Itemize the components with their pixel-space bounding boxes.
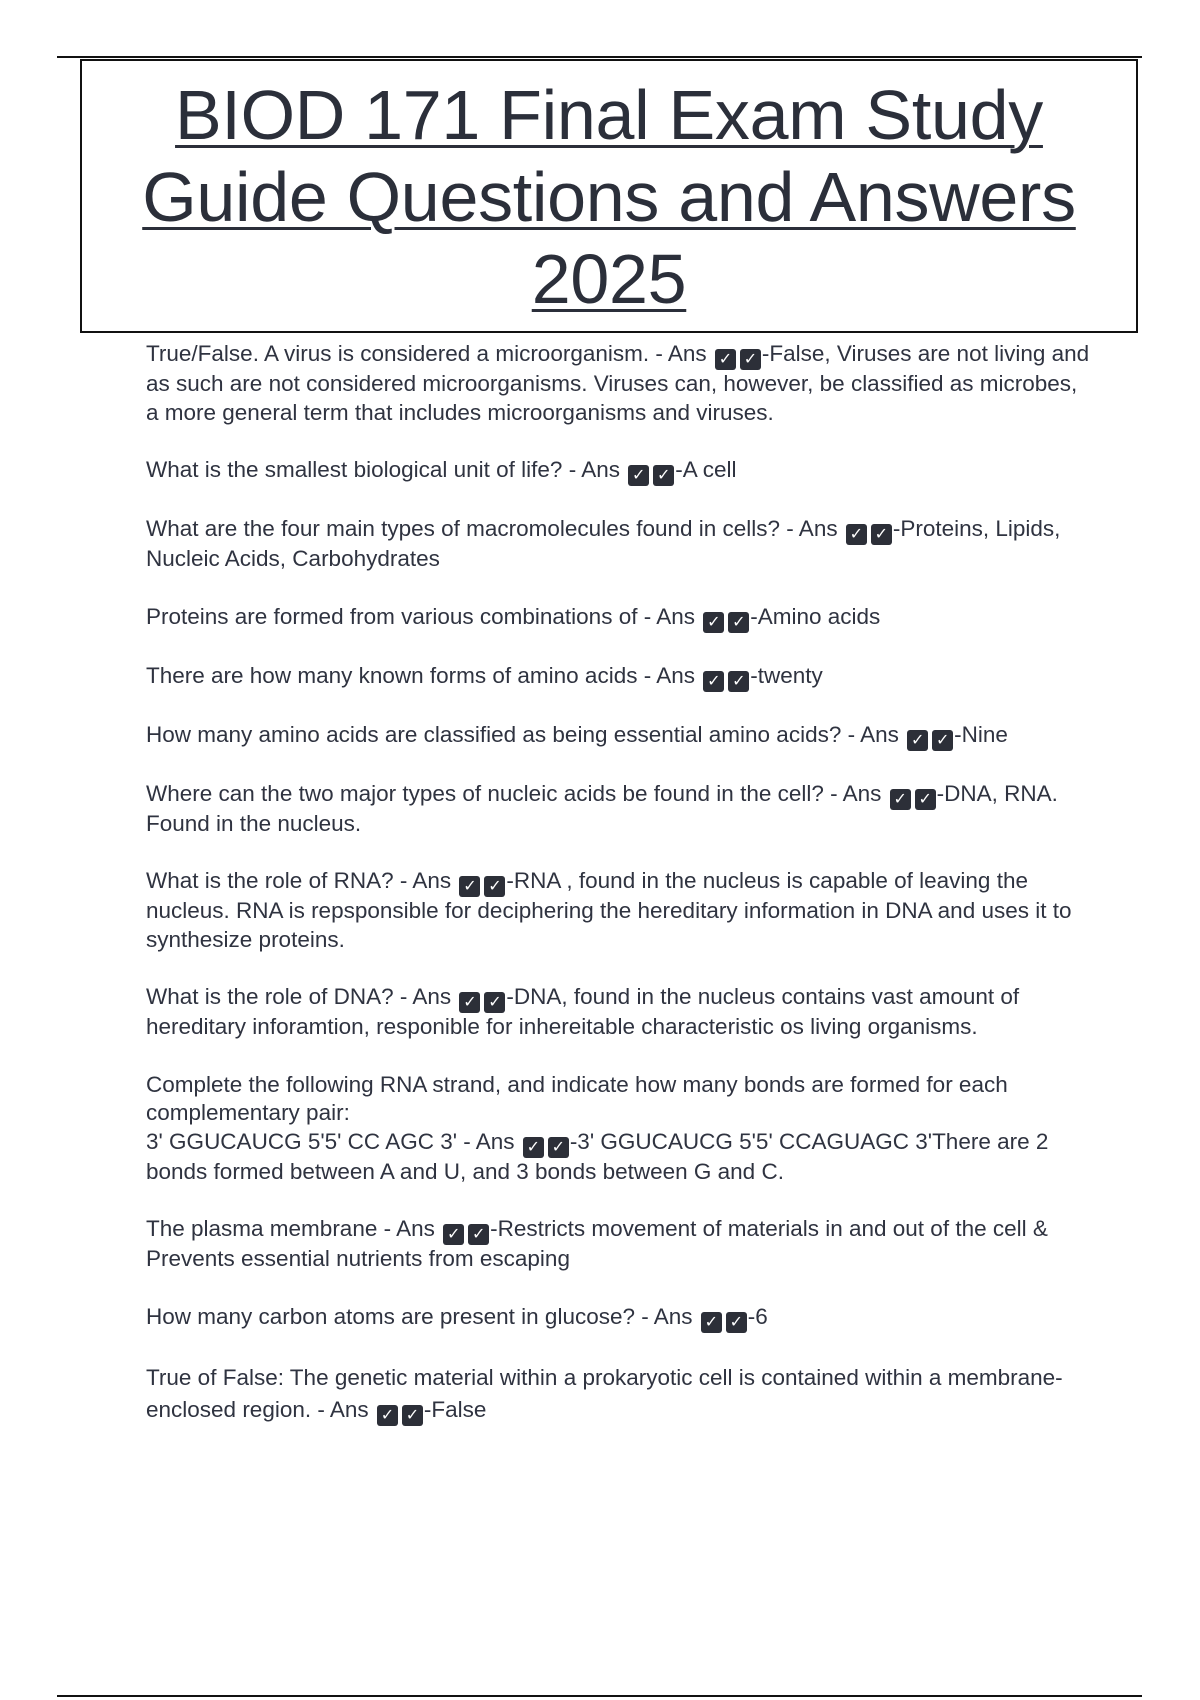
bottom-rule: [57, 1695, 1142, 1697]
answer-text: -RNA , found in the nucleus is capable of leaving the nucleus. RNA is repsponsible for deciphering the hereditary information in DNA and uses it to synthesize proteins.: [146, 868, 1072, 952]
top-rule: [57, 56, 1142, 58]
checkbox-checked-icon: ✓: [523, 1137, 544, 1158]
qa-item: [146, 780, 1096, 839]
question-text: How many amino acids are classified as being essential amino acids? - Ans: [146, 721, 899, 747]
qa-item: [146, 456, 1096, 486]
checkbox-checked-icon: ✓: [846, 524, 867, 545]
qa-item: [146, 721, 1096, 751]
answer-text: -3' GGUCAUCG 5'5' CCAGUAGC 3'There are 2 bonds formed between A and U, and 3 bonds between G and C.: [146, 1128, 1049, 1184]
checkbox-checked-icon: ✓: [915, 789, 936, 810]
answer-text: -Amino acids: [750, 603, 881, 629]
checkbox-checked-icon: ✓: [740, 349, 761, 370]
checkbox-checked-icon: ✓: [402, 1405, 423, 1426]
question-text: True/False. A virus is considered a microorganism. - Ans: [146, 341, 707, 366]
qa-list: [146, 340, 1096, 1455]
checkbox-checked-icon: ✓: [484, 992, 505, 1013]
qa-item: [146, 867, 1096, 954]
qa-item: [146, 662, 1096, 692]
question-text: There are how many known forms of amino acids - Ans: [146, 662, 695, 688]
question-text: The plasma membrane - Ans: [146, 1216, 435, 1241]
qa-item: [146, 340, 1096, 427]
checkbox-checked-icon: ✓: [890, 789, 911, 810]
answer-text: -False, Viruses are not living and as such are not considered microorganisms. Viruses can, however, be classified as microbes, a more general term that includes microorganisms and viruses.: [146, 341, 1090, 425]
answer-text: -DNA, RNA. Found in the nucleus.: [146, 780, 1058, 836]
answer-text: -Proteins, Lipids, Nucleic Acids, Carbohydrates: [146, 516, 1061, 571]
answer-text: -6: [747, 1303, 768, 1329]
checkbox-checked-icon: ✓: [548, 1137, 569, 1158]
checkbox-checked-icon: ✓: [653, 465, 674, 486]
answer-text: -DNA, found in the nucleus contains vast amount of hereditary inforamtion, responible for inhereitable characteristic os living organisms.: [146, 984, 1020, 1039]
qa-item: [146, 983, 1096, 1042]
checkbox-checked-icon: ✓: [377, 1405, 398, 1426]
qa-item: [146, 1215, 1096, 1274]
question-text: What are the four main types of macromolecules found in cells? - Ans: [146, 516, 838, 541]
answer-text: -A cell: [675, 457, 737, 482]
checkbox-checked-icon: ✓: [728, 671, 749, 692]
answer-text: -twenty: [750, 662, 823, 688]
answer-text: -False: [423, 1396, 487, 1422]
checkbox-checked-icon: ✓: [443, 1224, 464, 1245]
checkbox-checked-icon: ✓: [715, 349, 736, 370]
checkbox-checked-icon: ✓: [932, 730, 953, 751]
checkbox-checked-icon: ✓: [468, 1224, 489, 1245]
question-intro-text: Complete the following RNA strand, and indicate how many bonds are formed for each complementary pair:: [146, 1071, 1008, 1125]
question-text: What is the role of RNA? - Ans: [146, 868, 452, 893]
question-text: What is the role of DNA? - Ans: [146, 984, 452, 1009]
checkbox-checked-icon: ✓: [459, 876, 480, 897]
question-text: Proteins are formed from various combinations of - Ans: [146, 603, 695, 629]
answer-text: -Restricts movement of materials in and out of the cell & Prevents essential nutrients from escaping: [146, 1216, 1048, 1271]
checkbox-checked-icon: ✓: [701, 1312, 722, 1333]
checkbox-checked-icon: ✓: [726, 1312, 747, 1333]
question-text: True of False: The genetic material within a prokaryotic cell is contained within a membrane-enclosed region. - Ans: [146, 1364, 1063, 1422]
qa-item: [146, 603, 1096, 633]
title-line-3: 2025: [531, 240, 687, 318]
checkbox-checked-icon: ✓: [871, 524, 892, 545]
title-line-2: Guide Questions and Answers: [142, 158, 1076, 236]
title-line-1: BIOD 171 Final Exam Study: [175, 76, 1043, 154]
checkbox-checked-icon: ✓: [703, 612, 724, 633]
checkbox-checked-icon: ✓: [703, 671, 724, 692]
qa-item: [146, 1303, 1096, 1333]
question-text: Where can the two major types of nucleic acids be found in the cell? - Ans: [146, 780, 882, 806]
qa-item: [146, 1362, 1096, 1426]
title-box: [80, 59, 1138, 333]
answer-text: -Nine: [954, 721, 1008, 747]
question-text: 3' GGUCAUCG 5'5' CC AGC 3' - Ans: [146, 1128, 515, 1154]
checkbox-checked-icon: ✓: [459, 992, 480, 1013]
question-text: How many carbon atoms are present in glucose? - Ans: [146, 1303, 693, 1329]
question-text: What is the smallest biological unit of life? - Ans: [146, 457, 620, 482]
qa-item: [146, 1071, 1096, 1187]
checkbox-checked-icon: ✓: [628, 465, 649, 486]
checkbox-checked-icon: ✓: [484, 876, 505, 897]
qa-item: [146, 515, 1096, 574]
checkbox-checked-icon: ✓: [907, 730, 928, 751]
checkbox-checked-icon: ✓: [728, 612, 749, 633]
